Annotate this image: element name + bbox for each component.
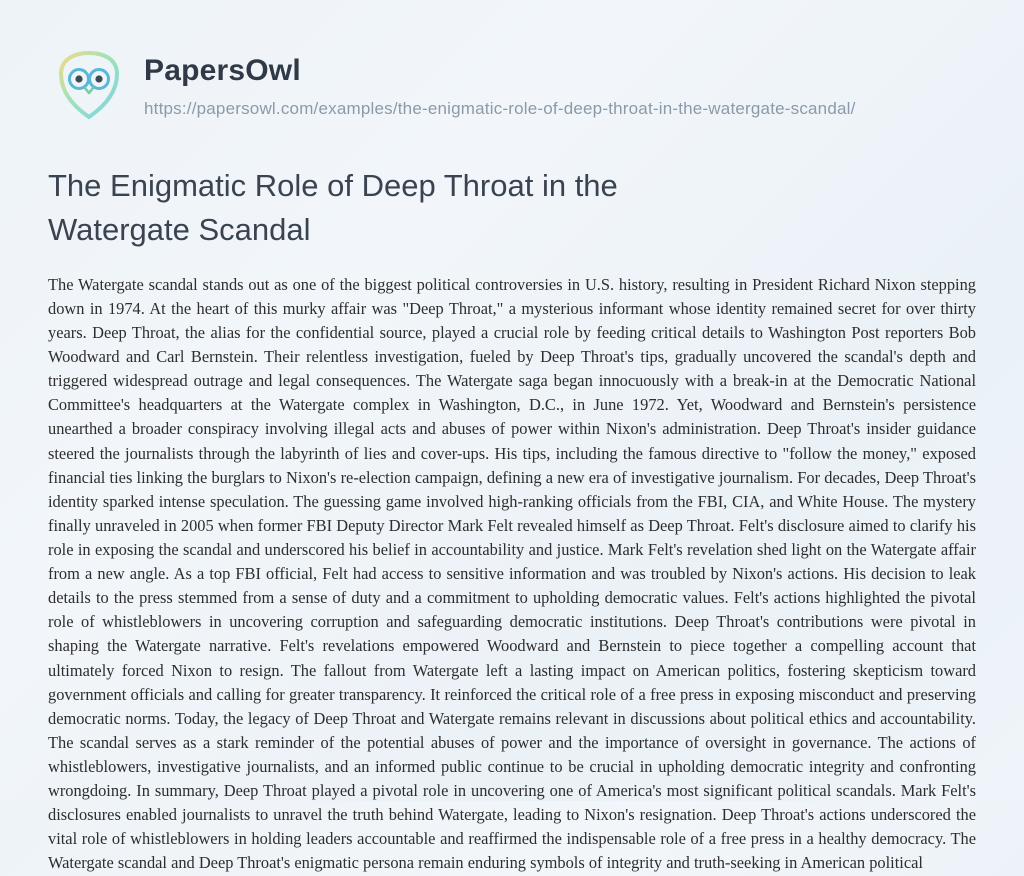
page-title: The Enigmatic Role of Deep Throat in the Watergate Scandal [48, 168, 618, 248]
source-url[interactable]: https://papersowl.com/examples/the-enigmatic-role-of-deep-throat-in-the-watergate-scandal/ [144, 99, 856, 118]
article-body: The Watergate scandal stands out as one of the biggest political controversies in U.S. history, resulting in President Richard Nixon stepping down in 1974. At the heart of this murky affair was "Deep Throat," a mysterious informant whose identity remained secret for over thirty years. Deep Throat, the alias for the confidential source, played a crucial role by feeding critical details to Washington Post reporters Bob Woodward and Carl Bernstein. Their relentless investigation, fueled by Deep Throat's tips, gradually uncovered the scandal's depth and triggered widespread outrage and legal consequences. The Watergate saga began innocuously with a break-in at the Democratic National Committee's headquarters at the Watergate complex in Washington, D.C., in June 1972. Yet, Woodward and Bernstein's persistence unearthed a broader conspiracy involving illegal acts and abuses of power within Nixon's administration. Deep Throat's insider guidance steered the journalists through the labyrinth of lies and cover-ups. His tips, including the famous directive to "follow the money," exposed financial ties linking the burglars to Nixon's re-election campaign, defining a new era of investigative journalism. For decades, Deep Throat's identity sparked intense speculation. The guessing game involved high-ranking officials from the FBI, CIA, and White House. The mystery finally unraveled in 2005 when former FBI Deputy Director Mark Felt revealed himself as Deep Throat. Felt's disclosure aimed to clarify his role in exposing the scandal and underscored his belief in accountability and justice. Mark Felt's revelation shed light on the Watergate affair from a new angle. As a top FBI official, Felt had access to sensitive information and was troubled by Nixon's actions. His decision to leak details to the press stemmed from a sense of duty and a commitment to upholding democratic values. Felt's actions highlighted the pivotal role of whistleblowers in uncovering corruption and safeguarding democratic institutions. Deep Throat's contributions were pivotal in shaping the Watergate narrative. Felt's revelations empowered Woodward and Bernstein to piece together a compelling account that ultimately forced Nixon to resign. The fallout from Watergate left a lasting impact on American politics, fostering skepticism toward government officials and calling for greater transparency. It reinforced the critical role of a free press in exposing misconduct and preserving democratic norms. Today, the legacy of Deep Throat and Watergate remains relevant in discussions about political ethics and accountability. The scandal serves as a stark reminder of the potential abuses of power and the importance of oversight in governance. The actions of whistleblowers, investigative journalists, and an informed public continue to be crucial in upholding democratic integrity and confronting wrongdoing. In summary, Deep Throat played a pivotal role in uncovering one of America's most significant political scandals. Mark Felt's disclosures enabled journalists to unravel the truth behind Watergate, leading to Nixon's resignation. Deep Throat's actions underscored the vital role of whistleblowers in holding leaders accountable and reaffirmed the indispensable role of a free press in a healthy democracy. The Watergate scandal and Deep Throat's enigmatic persona remain enduring symbols of integrity and truth-seeking in American political [48, 274, 976, 873]
site-header [48, 46, 976, 122]
brand-name: PapersOwl [144, 54, 301, 87]
owl-logo-icon [52, 48, 126, 122]
brand-block [144, 46, 856, 119]
